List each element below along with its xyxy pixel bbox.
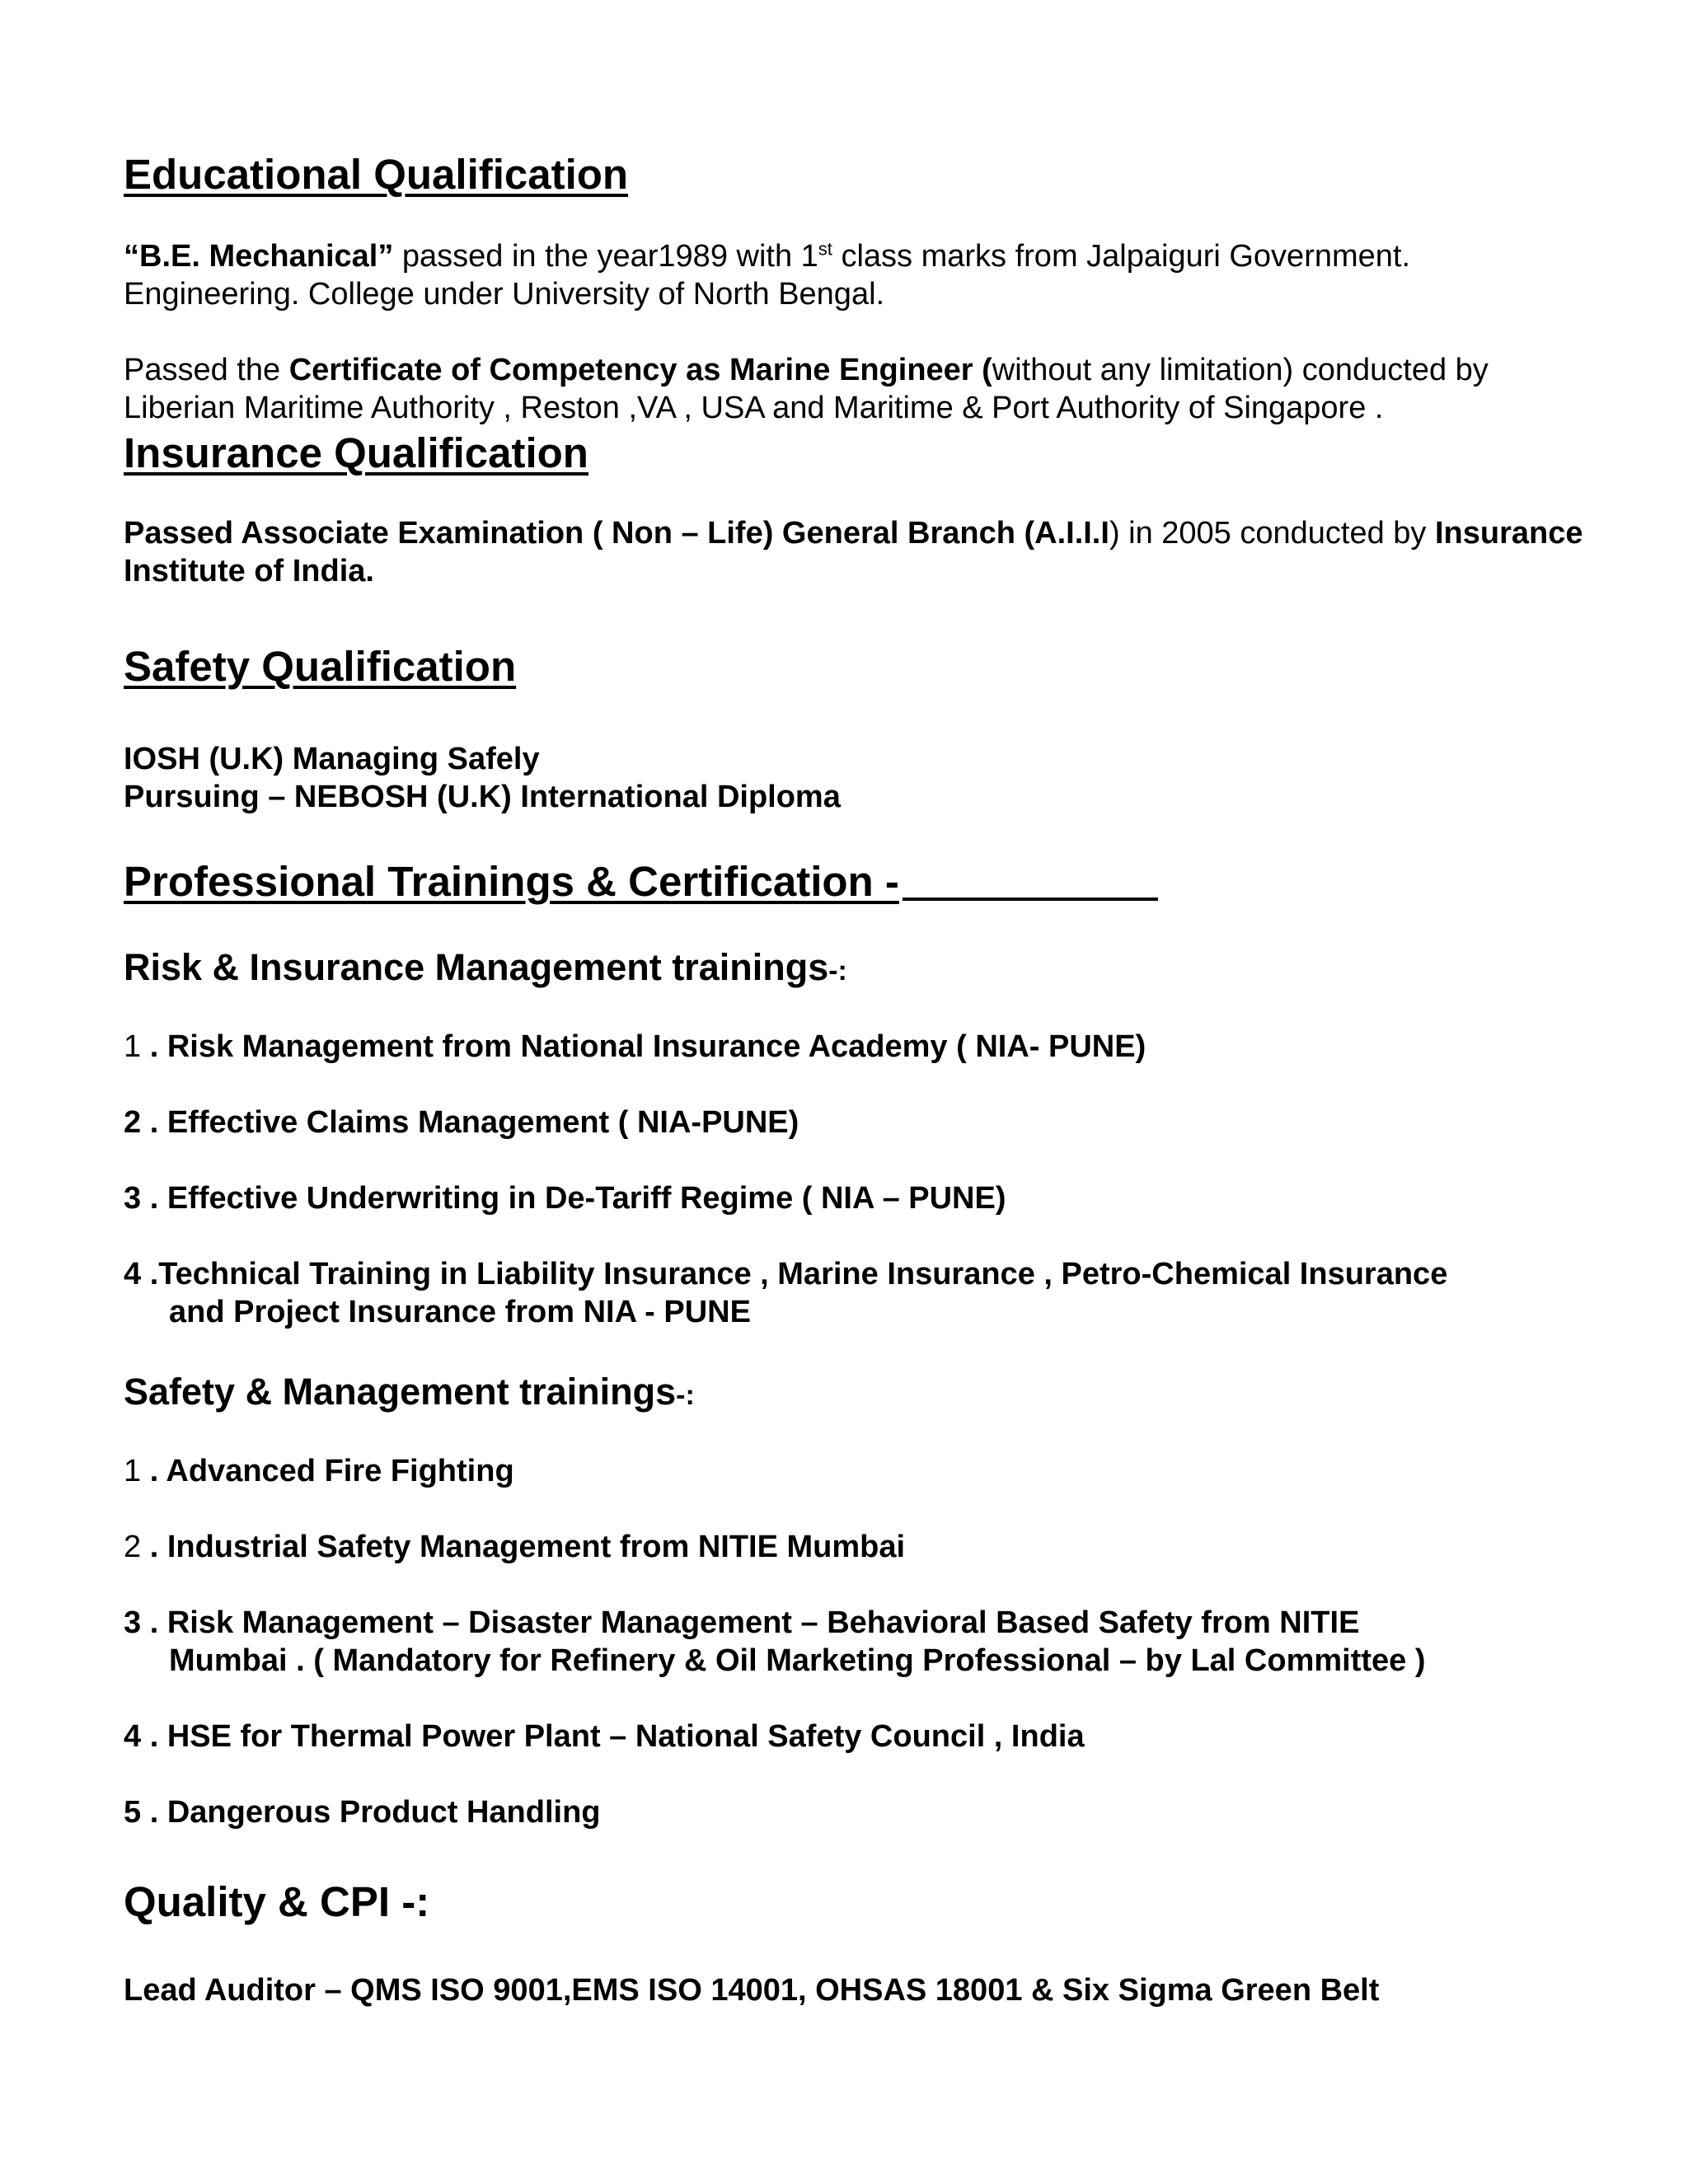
item-text: .Technical Training in Liability Insurance , Marine Insurance , Petro-Chemical Insurance: [141, 1257, 1448, 1291]
safety-mgmt-item-2: [124, 1528, 1591, 1566]
item-number: 5: [124, 1795, 142, 1830]
safety-mgmt-item-1: [124, 1452, 1591, 1490]
coc-tail: without any limitation) conducted by Liberian Maritime Authority , Reston ,VA , USA and Maritime & Port Authority of Singapore .: [124, 353, 1489, 425]
professional-heading-text: Professional Trainings & Certification -: [124, 858, 899, 905]
educational-heading: Educational Qualification: [124, 151, 629, 198]
safety-mgmt-title: [124, 1371, 695, 1413]
safety-mgmt-item-5: [124, 1793, 1591, 1831]
quality-line: Lead Auditor – QMS ISO 9001,EMS ISO 14001, OHSAS 18001 & Six Sigma Green Belt: [124, 1973, 1380, 2008]
item-text: . Effective Claims Management ( NIA-PUNE): [141, 1105, 799, 1140]
item-number: 3: [124, 1181, 142, 1216]
quality-heading: Quality & CPI -:: [124, 1878, 430, 1925]
item-number: 4: [124, 1719, 142, 1754]
coc-pre: Passed the: [124, 353, 289, 387]
risk-item-3: [124, 1179, 1591, 1217]
item-number: 3: [124, 1605, 142, 1640]
safety-mgmt-title-text: Safety & Management trainings: [124, 1371, 677, 1413]
degree-tail: class marks from Jalpaiguri Government. Engineering. College under University of North Bengal.: [124, 239, 1411, 312]
item-number: 4: [124, 1257, 142, 1291]
insurance-heading: Insurance Qualification: [124, 429, 588, 476]
risk-title-text: Risk & Insurance Management trainings: [124, 946, 829, 988]
degree-sup: st: [818, 238, 832, 260]
risk-title-suffix: -:: [828, 955, 847, 987]
risk-item-2: [124, 1104, 1591, 1141]
heading-rule: [903, 898, 1158, 901]
safety-mgmt-title-suffix: -:: [676, 1380, 695, 1411]
safety-mgmt-item-4: [124, 1718, 1591, 1755]
item-text: . Advanced Fire Fighting: [141, 1454, 514, 1488]
insurance-bold: Passed Associate Examination ( Non – Life) General Branch (A.I.I.I: [124, 516, 1109, 551]
degree-mid: passed in the year1989 with 1: [393, 239, 818, 274]
item-text: . Effective Underwriting in De-Tariff Regime ( NIA – PUNE): [141, 1181, 1006, 1216]
item-text: . Industrial Safety Management from NITIE Mumbai: [141, 1530, 906, 1564]
risk-title: [124, 946, 847, 988]
risk-item-4: [124, 1255, 1591, 1331]
coc-paragraph: [124, 351, 1591, 427]
item-text: . Risk Management – Disaster Management – Behavioral Based Safety from NITIE: [141, 1605, 1360, 1640]
coc-bold: Certificate of Competency as Marine Engineer (: [288, 353, 992, 387]
item-number: 2: [124, 1105, 142, 1140]
professional-heading: [124, 858, 1158, 905]
degree-paragraph: [124, 237, 1591, 313]
insurance-mid: ) in 2005 conducted by: [1109, 516, 1435, 551]
item-text: . HSE for Thermal Power Plant – National Safety Council , India: [141, 1719, 1085, 1754]
item-number: 1: [124, 1029, 142, 1064]
item-text: . Dangerous Product Handling: [141, 1795, 601, 1830]
item-text: . Risk Management from National Insurance Academy ( NIA- PUNE): [141, 1029, 1146, 1064]
insurance-paragraph: [124, 514, 1591, 590]
degree-bold: “B.E. Mechanical”: [124, 239, 394, 274]
safety-item-iosh: IOSH (U.K) Managing Safely: [124, 742, 540, 776]
item-number: 2: [124, 1530, 142, 1564]
insurance-bold2: Insurance Institute of India.: [124, 516, 1583, 588]
item-number: 1: [124, 1454, 142, 1488]
risk-item-1: [124, 1028, 1591, 1066]
item-continuation: and Project Insurance from NIA - PUNE: [169, 1295, 751, 1329]
safety-heading: Safety Qualification: [124, 643, 517, 690]
item-continuation: Mumbai . ( Mandatory for Refinery & Oil Marketing Professional – by Lal Committee ): [169, 1643, 1426, 1678]
safety-mgmt-item-3: [124, 1604, 1591, 1680]
safety-item-nebosh: Pursuing – NEBOSH (U.K) International Diploma: [124, 780, 841, 814]
